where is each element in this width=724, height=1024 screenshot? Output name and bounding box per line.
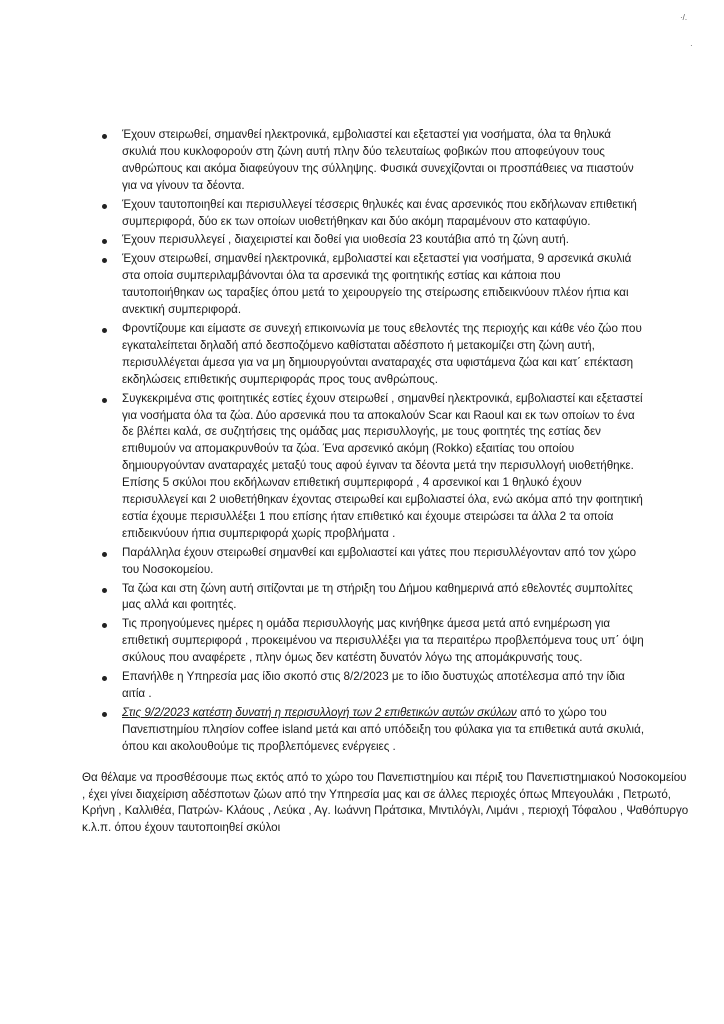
bullet-icon [102,552,107,557]
corner-mark: · [690,41,693,50]
list-item [0,197,724,231]
paragraph: Τις προηγούμενες ημέρες η ομάδα περισυλλογής μας κινήθηκε άμεσα μετά από ενημέρωση για επιθετική συμπεριφορά , προκειμένου να περισυλλέξει για τα περαιτέρω προβλεπόμενα τους υπ΄ όψη σκύλους που αναφέρετε , πλην όμως δεν κατέστη δυνατόν λόγω της απομάκρυνσής τους. [122,617,644,665]
bullet-icon [102,588,107,593]
corner-mark: ·/. [680,13,688,22]
list-item [0,705,724,756]
bullet-list [0,127,724,756]
paragraph [122,705,646,756]
list-item [0,321,724,389]
paragraph: ανθρώπους και ακόμα διαφεύγουν της σύλληψης. Φυσικά συνεχίζονται οι προσπάθειες να πιαστούν για να γίνουν τα δέοντα. [122,161,634,192]
bullet-icon [102,676,107,681]
bullet-icon [102,239,107,244]
paragraph: Έχουν περισυλλεγεί , διαχειριστεί και δοθεί για υιοθεσία 23 κουτάβια από τη ζώνη αυτή. [122,233,569,247]
bullet-icon [102,623,107,628]
list-item [0,391,724,543]
bullet-icon [102,258,107,263]
paragraph: Έχουν ταυτοποιηθεί και περισυλλεγεί τέσσερις θηλυκές και ένας αρσενικός που εκδήλωναν επιθετική συμπεριφορά, δύο εκ των οποίων υιοθετήθηκαν και δύο ακόμη παραμένουν στο καταφύγιο. [122,197,637,228]
paragraph: Τα ζώα και στη ζώνη αυτή σιτίζονται με τη στήριξη του Δήμου καθημερινά από εθελοντές συμπολίτες μας αλλά και φοιτητές. [122,581,633,612]
paragraph: Φροντίζουμε και είμαστε σε συνεχή επικοινωνία με τους εθελοντές της περιοχής και κάθε νέο ζώο που εγκαταλείπεται δηλαδή από δεσποζόμενο καθίσταται αδέσποτο ή μετακομίζει στη ζώνη αυτή, περισυλλέγεται άμεσα για να μη δημιουργούνται αναταραχές στα υφιστάμενα ζώα και κατ΄ επέκταση εκδηλώσεις επιθετικής συμπεριφοράς προς τους ανθρώπους. [122,321,642,386]
paragraph: Έχουν στειρωθεί, σημανθεί ηλεκτρονικά, εμβολιαστεί και εξεταστεί για νοσήματα, όλα τα θηλυκά σκυλιά που κυκλοφορούν στη ζώνη αυτή πλην δύο τελευταίως φοβικών που αποφεύγουν τους [122,128,611,158]
closing-paragraph: Θα θέλαμε να προσθέσουμε πως εκτός από το χώρο του Πανεπιστημίου και πέριξ του Πανεπιστημιακού Νοσοκομείου , έχει γίνει διαχείριση αδέσποτων ζώων από την Υπηρεσία μας και σε άλλες περιοχές όπως Μπεγουλάκι , Πετρωτό, Κρήνη , Καλλιθέα, Πατρών- Κλάους , Λεύκα , Αγ. Ιωάννη Πράτσικα, Μιντιλόγλι, Λιμάνι , περιοχή Τόφαλου , Ψαθόπυργο κ.λ.π. όπου έχουν ταυτοποιηθεί σκύλοι [82,770,689,835]
list-item [0,545,724,579]
underlined-date-lead: Στις 9/2/2023 κατέστη δυνατή η περισυλλογή των 2 επιθετικών αυτών σκύλων [122,705,517,719]
paragraph: Επίσης 5 σκύλοι που εκδήλωναν επιθετική συμπεριφορά , 4 αρσενικοί και 1 θηλυκό έχουν περισυλλεγεί και 2 υιοθετήθηκαν έχοντας στειρωθεί και εμβολιαστεί όλα, ενώ ακόμα από την φοιτητική εστία έχουμε περισυλλέξει 1 που επίσης ήταν επιθετικό και έχουμε στειρώσει τα άλλα 2 τα οποία επιδεικνύουν ήπια συμπεριφορά χωρίς προβλήματα . [122,476,643,540]
list-item [0,251,724,319]
bullet-icon [102,398,107,403]
bullet-icon [102,712,107,717]
paragraph: Έχουν στειρωθεί, σημανθεί ηλεκτρονικά, εμβολιαστεί και εξεταστεί για νοσήματα, 9 αρσενικά σκυλιά στα οποία συμπεριλαμβάνονται όλα τα αρσενικά της φοιτητικής εστίας και κάποια που ταυτοποιήθηκαν ως ταραξίες όπου μετά το χειρουργείο της στείρωσης επιδεικνύουν πλέον ήπια και ανεκτική συμπεριφορά. [122,252,632,317]
bullet-icon [102,134,107,139]
list-item [0,232,724,249]
paragraph: Επανήλθε η Υπηρεσία μας ίδιο σκοπό στις 8/2/2023 με το ίδιο δυστυχώς αποτέλεσμα από την ίδια αιτία . [122,670,625,700]
paragraph: Παράλληλα έχουν στειρωθεί σημανθεί και εμβολιαστεί και γάτες που περισυλλέγονταν από τον χώρο του Νοσοκομείου. [122,545,637,576]
list-item [0,669,724,703]
paragraph-continuation: από το χώρο του Πανεπιστημίου πλησίον coffee island μετά και από υπόδειξη του φύλακα για τα επιθετικά αυτά σκυλιά, όπου και ακολουθούμε τις προβλεπόμενες ενέργειες . [122,705,645,753]
list-item [0,127,724,195]
list-item [0,616,724,667]
paragraph: Συγκεκριμένα στις φοιτητικές εστίες έχουν στειρωθεί , σημανθεί ηλεκτρονικά, εμβολιαστεί και εξεταστεί για νοσήματα όλα τα ζώα. Δύο αρσενικά που τα αποκαλούν Scar και Raoul και εκ των οποίων το ένα δε βλέπει καλά, σε συζητήσεις της ομάδας μας περισυλλογής, με τους φοιτητές της εστίας δεν επιθυμούν να απομακρυνθούν τα ζώα. Ένα αρσενικό ακόμη (Rokko) εξαιτίας του οποίου δημιουργούνταν αναταραχές μεταξύ τους αφού έγιναν τα δέοντα μετά την περισυλλογή υιοθετήθηκε. [122,391,643,473]
bullet-icon [102,204,107,209]
corner-marks [662,6,702,50]
list-item [0,581,724,615]
bullet-icon [102,328,107,333]
